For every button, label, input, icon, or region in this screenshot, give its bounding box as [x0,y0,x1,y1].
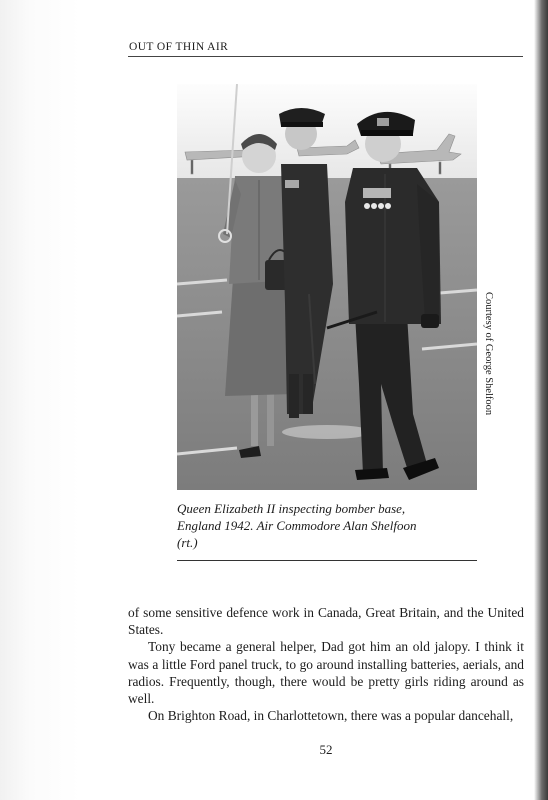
header-rule [128,56,523,57]
page-binding-shadow [534,0,548,800]
caption-rule [177,560,477,561]
photo-caption [177,500,477,551]
photo-credit: Courtesy of George Shelfoon [483,292,494,416]
body-text [128,604,524,724]
paragraph: Tony became a general helper, Dad got him an old jalopy. I think it was a little Ford panel truck, to go around installing batteries, aerials, and radios. Frequently, though, there would be pretty girls riding around as well. [128,639,524,707]
photo-illustration [177,84,477,490]
caption-line: England 1942. Air Commodore Alan Shelfoon [177,518,417,533]
running-head: OUT OF THIN AIR [129,41,229,53]
photograph [177,84,477,490]
page-number: 52 [319,742,333,757]
caption-line: Queen Elizabeth II inspecting bomber base, [177,501,406,516]
paragraph: On Brighton Road, in Charlottetown, there was a popular dancehall, [148,708,514,724]
paragraph: of some sensitive defence work in Canada, Great Britain, and the United States. [128,605,524,638]
page-number-container [0,742,548,758]
caption-line: (rt.) [177,535,198,550]
